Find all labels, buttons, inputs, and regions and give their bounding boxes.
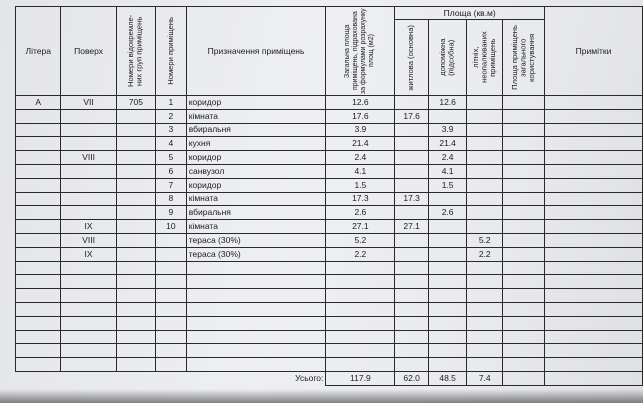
totals-aux: 48.5 <box>428 371 466 385</box>
cell-litera <box>16 206 61 220</box>
table-row <box>16 178 643 192</box>
cell-litera: А <box>16 96 61 110</box>
cell-floor <box>61 316 116 330</box>
cell-summer: 2.2 <box>467 247 503 261</box>
cell-litera <box>16 289 61 303</box>
cell-empty <box>503 192 545 206</box>
cell-empty <box>545 261 643 275</box>
cell-total: 27.1 <box>326 220 395 234</box>
table-row <box>16 302 643 316</box>
header-group-numbers: Номери відокремле-них груп приміщень <box>116 7 155 96</box>
cell-purpose: вбиральня <box>186 206 326 220</box>
cell-litera <box>16 316 61 330</box>
cell-litera <box>16 123 61 137</box>
cell-litera <box>16 344 61 358</box>
cell-living <box>395 206 429 220</box>
cell-total <box>326 289 395 303</box>
cell-purpose <box>186 289 326 303</box>
cell-purpose <box>186 316 326 330</box>
table-row <box>16 275 643 289</box>
table-row <box>16 233 643 247</box>
cell-num <box>156 289 187 303</box>
cell-summer <box>467 220 503 234</box>
totals-row <box>16 371 643 385</box>
cell-num <box>156 275 187 289</box>
cell-empty <box>503 371 545 385</box>
cell-living: 17.6 <box>395 109 429 123</box>
cell-floor <box>61 261 116 275</box>
cell-empty <box>545 151 643 165</box>
cell-empty <box>545 371 643 385</box>
cell-group <box>116 302 155 316</box>
cell-aux: 2.4 <box>428 151 466 165</box>
cell-group <box>116 358 155 372</box>
cell-group <box>116 178 155 192</box>
table-row <box>16 109 643 123</box>
header-auxiliary: допоміжна (підсобна) <box>428 20 466 96</box>
cell-num: 6 <box>156 164 187 178</box>
cell-purpose <box>186 275 326 289</box>
cell-floor <box>61 289 116 303</box>
cell-litera <box>16 178 61 192</box>
cell-purpose: кімната <box>186 192 326 206</box>
cell-empty <box>545 178 643 192</box>
cell-purpose: коридор <box>186 151 326 165</box>
cell-empty <box>545 330 643 344</box>
cell-total: 17.6 <box>326 109 395 123</box>
cell-living <box>395 164 429 178</box>
cell-empty <box>503 233 545 247</box>
cell-num <box>156 316 187 330</box>
cell-summer <box>467 358 503 372</box>
cell-num <box>156 261 187 275</box>
cell-group <box>116 316 155 330</box>
cell-floor: IX <box>61 220 116 234</box>
cell-empty <box>503 220 545 234</box>
cell-total: 12.6 <box>326 96 395 110</box>
cell-num <box>156 330 187 344</box>
totals-total: 117.9 <box>326 371 395 385</box>
cell-litera <box>16 330 61 344</box>
cell-floor <box>61 330 116 344</box>
cell-summer <box>467 344 503 358</box>
cell-empty <box>545 137 643 151</box>
cell-floor <box>61 344 116 358</box>
cell-aux: 1.5 <box>428 178 466 192</box>
cell-floor <box>61 123 116 137</box>
cell-floor <box>61 192 116 206</box>
cell-summer <box>467 96 503 110</box>
cell-litera <box>16 192 61 206</box>
cell-num: 9 <box>156 206 187 220</box>
cell-litera <box>16 233 61 247</box>
cell-empty <box>545 289 643 303</box>
cell-purpose: коридор <box>186 178 326 192</box>
cell-empty <box>503 164 545 178</box>
cell-living <box>395 137 429 151</box>
cell-living <box>395 96 429 110</box>
cell-empty <box>503 123 545 137</box>
cell-total <box>326 330 395 344</box>
cell-total: 2.6 <box>326 206 395 220</box>
header-row <box>16 7 643 20</box>
cell-empty <box>503 247 545 261</box>
cell-aux: 12.6 <box>428 96 466 110</box>
cell-summer <box>467 289 503 303</box>
cell-living <box>395 316 429 330</box>
header-floor: Поверх <box>61 7 116 96</box>
cell-empty <box>503 275 545 289</box>
cell-living <box>395 151 429 165</box>
cell-living <box>395 302 429 316</box>
cell-aux <box>428 261 466 275</box>
cell-litera <box>16 247 61 261</box>
header-litera: Літера <box>16 7 61 96</box>
cell-aux <box>428 275 466 289</box>
cell-floor <box>61 358 116 372</box>
cell-group: 705 <box>116 96 155 110</box>
cell-group <box>116 233 155 247</box>
table-row <box>16 151 643 165</box>
cell-group <box>116 164 155 178</box>
cell-empty <box>503 289 545 303</box>
cell-purpose: вбиральня <box>186 123 326 137</box>
cell-summer <box>467 178 503 192</box>
header-summer: літніх, неопалюваних приміщень <box>467 20 503 96</box>
cell-empty <box>503 344 545 358</box>
cell-living <box>395 289 429 303</box>
table-row <box>16 316 643 330</box>
cell-empty <box>545 275 643 289</box>
table-row <box>16 330 643 344</box>
cell-living <box>395 358 429 372</box>
cell-purpose <box>186 302 326 316</box>
cell-empty <box>503 96 545 110</box>
table-row <box>16 206 643 220</box>
cell-floor <box>61 275 116 289</box>
table-row <box>16 164 643 178</box>
cell-summer <box>467 137 503 151</box>
header-living: житлова (основна) <box>395 20 429 96</box>
table-row <box>16 247 643 261</box>
cell-litera <box>16 109 61 123</box>
header-area-group: Площа (кв.м) <box>395 7 545 20</box>
cell-purpose: коридор <box>186 96 326 110</box>
cell-group <box>116 275 155 289</box>
cell-summer <box>467 330 503 344</box>
cell-num: 5 <box>156 151 187 165</box>
cell-num <box>156 302 187 316</box>
cell-aux <box>428 289 466 303</box>
cell-summer <box>467 151 503 165</box>
cell-group <box>116 247 155 261</box>
cell-purpose <box>186 358 326 372</box>
cell-floor <box>61 109 116 123</box>
header-purpose: Призначення приміщень <box>186 7 326 96</box>
totals-label: Усього: <box>16 371 326 385</box>
cell-floor <box>61 302 116 316</box>
table-row <box>16 344 643 358</box>
cell-empty <box>503 330 545 344</box>
cell-empty <box>545 192 643 206</box>
cell-empty <box>545 220 643 234</box>
cell-litera <box>16 275 61 289</box>
cell-empty <box>503 178 545 192</box>
table-row <box>16 220 643 234</box>
cell-aux <box>428 220 466 234</box>
cell-aux <box>428 302 466 316</box>
cell-summer <box>467 123 503 137</box>
page-shadow <box>0 389 643 403</box>
table-row <box>16 137 643 151</box>
cell-empty <box>545 344 643 358</box>
cell-num <box>156 358 187 372</box>
cell-aux <box>428 358 466 372</box>
cell-purpose <box>186 261 326 275</box>
cell-living <box>395 330 429 344</box>
cell-total <box>326 275 395 289</box>
cell-purpose: кімната <box>186 109 326 123</box>
cell-summer <box>467 302 503 316</box>
cell-floor: VIII <box>61 233 116 247</box>
cell-empty <box>545 96 643 110</box>
cell-aux: 2.6 <box>428 206 466 220</box>
cell-aux <box>428 247 466 261</box>
cell-summer <box>467 206 503 220</box>
cell-floor <box>61 178 116 192</box>
cell-summer <box>467 164 503 178</box>
cell-total: 2.2 <box>326 247 395 261</box>
cell-living <box>395 247 429 261</box>
cell-group <box>116 330 155 344</box>
cell-litera <box>16 302 61 316</box>
cell-purpose <box>186 344 326 358</box>
cell-floor <box>61 206 116 220</box>
cell-total <box>326 316 395 330</box>
cell-empty <box>503 206 545 220</box>
cell-purpose: санвузол <box>186 164 326 178</box>
table-row <box>16 289 643 303</box>
cell-empty <box>503 358 545 372</box>
cell-total: 17.3 <box>326 192 395 206</box>
cell-living: 27.1 <box>395 220 429 234</box>
cell-group <box>116 344 155 358</box>
table-row <box>16 358 643 372</box>
cell-aux <box>428 344 466 358</box>
cell-floor <box>61 164 116 178</box>
cell-purpose: кімната <box>186 220 326 234</box>
cell-purpose: тераса (30%) <box>186 233 326 247</box>
cell-num <box>156 344 187 358</box>
cell-empty <box>545 247 643 261</box>
cell-group <box>116 123 155 137</box>
totals-living: 62.0 <box>395 371 429 385</box>
cell-purpose: тераса (30%) <box>186 247 326 261</box>
cell-empty <box>503 151 545 165</box>
cell-total <box>326 261 395 275</box>
cell-group <box>116 261 155 275</box>
table-row <box>16 261 643 275</box>
cell-summer <box>467 109 503 123</box>
cell-floor: VIII <box>61 151 116 165</box>
cell-num <box>156 233 187 247</box>
cell-total: 3.9 <box>326 123 395 137</box>
cell-aux <box>428 233 466 247</box>
header-common: Площа приміщень загального користування <box>503 20 545 96</box>
cell-summer <box>467 275 503 289</box>
cell-floor: VII <box>61 96 116 110</box>
cell-group <box>116 109 155 123</box>
cell-total: 2.4 <box>326 151 395 165</box>
cell-empty <box>503 109 545 123</box>
cell-litera <box>16 261 61 275</box>
cell-purpose <box>186 330 326 344</box>
cell-empty <box>503 302 545 316</box>
cell-litera <box>16 164 61 178</box>
cell-num: 1 <box>156 96 187 110</box>
cell-empty <box>545 164 643 178</box>
header-total-area: Загальна площа приміщень, підрахована за формулами розрахунку площ (м2) <box>326 7 395 96</box>
cell-summer: 5.2 <box>467 233 503 247</box>
cell-summer <box>467 192 503 206</box>
cell-total <box>326 302 395 316</box>
cell-living <box>395 275 429 289</box>
cell-litera <box>16 220 61 234</box>
cell-num: 3 <box>156 123 187 137</box>
cell-summer <box>467 316 503 330</box>
cell-group <box>116 192 155 206</box>
cell-num <box>156 247 187 261</box>
cell-aux: 4.1 <box>428 164 466 178</box>
cell-total: 5.2 <box>326 233 395 247</box>
cell-total <box>326 358 395 372</box>
cell-empty <box>545 206 643 220</box>
cell-living <box>395 178 429 192</box>
cell-floor: IX <box>61 247 116 261</box>
cell-num: 8 <box>156 192 187 206</box>
cell-total: 21.4 <box>326 137 395 151</box>
table-row <box>16 96 643 110</box>
cell-group <box>116 151 155 165</box>
cell-litera <box>16 151 61 165</box>
cell-litera <box>16 137 61 151</box>
cell-total <box>326 344 395 358</box>
cell-num: 2 <box>156 109 187 123</box>
cell-aux <box>428 316 466 330</box>
cell-group <box>116 206 155 220</box>
header-room-numbers: Номери приміщень <box>156 7 187 96</box>
cell-aux: 21.4 <box>428 137 466 151</box>
cell-num: 10 <box>156 220 187 234</box>
cell-floor <box>61 137 116 151</box>
cell-aux <box>428 109 466 123</box>
cell-purpose: кухня <box>186 137 326 151</box>
cell-empty <box>545 123 643 137</box>
cell-empty <box>503 137 545 151</box>
totals-summer: 7.4 <box>467 371 503 385</box>
cell-empty <box>545 109 643 123</box>
cell-num: 7 <box>156 178 187 192</box>
table-row <box>16 192 643 206</box>
cell-empty <box>545 316 643 330</box>
cell-aux <box>428 330 466 344</box>
cell-litera <box>16 358 61 372</box>
cell-empty <box>545 302 643 316</box>
cell-summer <box>467 261 503 275</box>
cell-empty <box>545 358 643 372</box>
cell-aux <box>428 192 466 206</box>
cell-living <box>395 261 429 275</box>
table-row <box>16 123 643 137</box>
cell-num: 4 <box>156 137 187 151</box>
header-notes: Примітки <box>545 7 643 96</box>
cell-aux: 3.9 <box>428 123 466 137</box>
cell-group <box>116 137 155 151</box>
cell-empty <box>503 316 545 330</box>
rooms-table <box>15 6 643 386</box>
cell-total: 1.5 <box>326 178 395 192</box>
cell-empty <box>503 261 545 275</box>
cell-living <box>395 123 429 137</box>
cell-total: 4.1 <box>326 164 395 178</box>
cell-group <box>116 220 155 234</box>
cell-empty <box>545 233 643 247</box>
cell-group <box>116 289 155 303</box>
cell-living <box>395 344 429 358</box>
cell-living <box>395 233 429 247</box>
cell-living: 17.3 <box>395 192 429 206</box>
